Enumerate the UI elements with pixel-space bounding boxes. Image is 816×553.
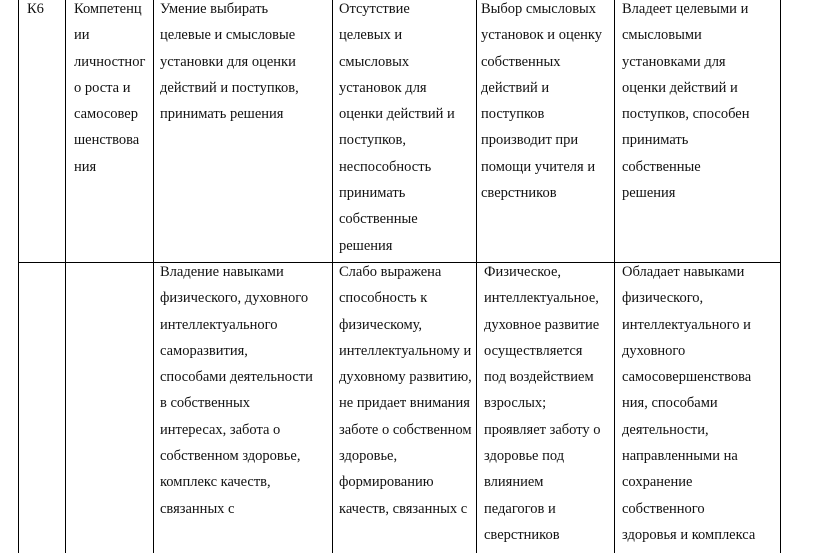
cell-text-line: взрослых; [484, 395, 547, 412]
cell-code [27, 0, 44, 22]
cell-text-line: духовному развитию, [339, 369, 472, 386]
cell-skill [160, 259, 313, 522]
cell-text-line: самосовершенствова [622, 369, 752, 386]
cell-text-line: действий и поступков, [160, 79, 299, 96]
cell-text-line: К6 [27, 1, 44, 17]
cell-text-line: сверстников [484, 526, 560, 543]
cell-text-line: поступков, [339, 132, 406, 149]
cell-text-line: здоровье, [339, 448, 398, 465]
cell-text-line: целевые и смысловые [160, 27, 296, 44]
cell-text-line: здоровье под [484, 448, 565, 465]
cell-text-line: Отсутствие [339, 1, 410, 17]
grid-line [780, 0, 781, 553]
cell-text-line: собственного [622, 500, 705, 517]
cell-text-line: Владеет целевыми и [622, 1, 749, 17]
cell-text-line: духовное развитие [484, 316, 600, 333]
cell-text-line: оценки действий и [622, 79, 738, 96]
cell-text-line: о роста и [74, 79, 131, 96]
cell-text-line: Обладает навыками [622, 264, 745, 280]
cell-text-line: Компетенц [74, 1, 142, 17]
cell-text-line: связанных с [160, 500, 235, 517]
cell-level-low [339, 259, 472, 522]
cell-text-line: интеллектуальное, [484, 290, 599, 307]
cell-text-line: интересах, забота о [160, 421, 281, 438]
cell-text-line: не придает внимания [339, 395, 470, 412]
grid-line [614, 0, 615, 553]
cell-text-line: влиянием [484, 474, 544, 491]
cell-text-line: собственные [339, 211, 418, 228]
cell-text-line: собственные [622, 158, 701, 175]
cell-text-line: поступков, способен [622, 106, 750, 123]
cell-text-line: интеллектуального [160, 316, 278, 333]
cell-text-line: осуществляется [484, 342, 583, 359]
cell-text-line: под воздействием [484, 369, 594, 386]
cell-text-line: деятельности, [622, 421, 709, 438]
cell-text-line: установок и оценку [481, 27, 602, 44]
cell-text-line: ния [74, 158, 97, 175]
cell-text-line: педагогов и [484, 500, 556, 517]
grid-line [153, 0, 154, 553]
cell-text-line: целевых и [339, 27, 403, 44]
cell-text-line: помощи учителя и [481, 158, 596, 175]
cell-text-line: действий и [481, 79, 550, 96]
cell-text-line: интеллектуальному и [339, 342, 472, 359]
cell-text-line: установок для [339, 79, 427, 96]
cell-text-line: физического, [622, 290, 704, 307]
cell-text-line: шенствова [74, 132, 140, 149]
cell-text-line: комплекс качеств, [160, 474, 271, 491]
cell-skill [160, 0, 299, 127]
cell-text-line: формированию [339, 474, 434, 491]
cell-text-line: установки для оценки [160, 53, 296, 70]
cell-text-line: поступков [481, 106, 545, 123]
cell-text-line: принимать решения [160, 106, 284, 123]
grid-line [332, 0, 333, 553]
cell-text-line: решения [339, 237, 393, 254]
cell-text-line: ии [74, 27, 90, 44]
cell-text-line: Выбор смысловых [481, 1, 597, 17]
cell-text-line: принимать [622, 132, 689, 149]
cell-text-line: неспособность [339, 158, 432, 175]
cell-level-low [339, 0, 455, 259]
cell-text-line: Владение навыками [160, 264, 284, 280]
cell-text-line: способами деятельности [160, 369, 313, 386]
cell-text-line: смысловыми [622, 27, 702, 44]
cell-text-line: саморазвития, [160, 342, 248, 359]
cell-text-line: Умение выбирать [160, 1, 269, 17]
cell-text-line: ния, способами [622, 395, 718, 412]
cell-text-line: направленными на [622, 448, 738, 465]
cell-text-line: проявляет заботу о [484, 421, 601, 438]
cell-text-line: в собственных [160, 395, 251, 412]
cell-text-line: собственных [481, 53, 561, 70]
cell-text-line: производит при [481, 132, 579, 149]
cell-text-line: собственном здоровье, [160, 448, 301, 465]
cell-text-line: сохранение [622, 474, 693, 491]
cell-level-mid [481, 0, 602, 206]
grid-line [476, 0, 477, 553]
cell-text-line: качеств, связанных с [339, 500, 468, 517]
cell-text-line: здоровья и комплекса [622, 526, 756, 543]
cell-text-line: Слабо выражена [339, 264, 442, 280]
cell-text-line: физического, духовного [160, 290, 309, 307]
cell-text-line: Физическое, [484, 264, 562, 280]
grid-line [18, 0, 19, 553]
cell-text-line: сверстников [481, 185, 557, 202]
cell-text-line: принимать [339, 185, 406, 202]
cell-text-line: самосовер [74, 106, 138, 123]
cell-text-line: духовного [622, 342, 686, 359]
cell-text-line: способность к [339, 290, 428, 307]
cell-level-mid [484, 259, 600, 548]
cell-text-line: личностног [74, 53, 146, 70]
cell-text-line: интеллектуального и [622, 316, 751, 333]
cell-text-line: установками для [622, 53, 726, 70]
cell-competence [74, 0, 145, 180]
grid-line [65, 0, 66, 553]
cell-text-line: решения [622, 185, 676, 202]
cell-level-high [622, 0, 750, 206]
cell-text-line: оценки действий и [339, 106, 455, 123]
cell-level-high [622, 259, 755, 548]
cell-text-line: физическому, [339, 316, 423, 333]
cell-text-line: заботе о собственном [339, 421, 472, 438]
cell-text-line: смысловых [339, 53, 410, 70]
